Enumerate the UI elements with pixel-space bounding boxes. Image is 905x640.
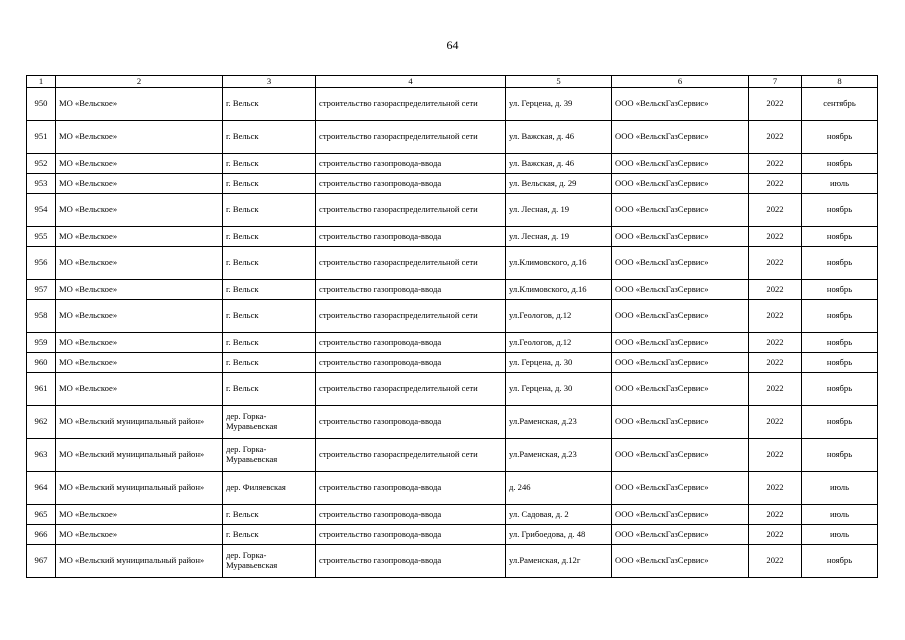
work-type-cell: строительство газораспределительной сети xyxy=(316,194,506,227)
month-cell: ноябрь xyxy=(802,247,878,280)
contractor-cell: ООО «ВельскГазСервис» xyxy=(612,194,749,227)
settlement-cell: г. Вельск xyxy=(223,174,316,194)
settlement-cell: г. Вельск xyxy=(223,505,316,525)
municipality-cell: МО «Вельское» xyxy=(56,280,223,300)
work-type-cell: строительство газопровода-ввода xyxy=(316,154,506,174)
row-number: 966 xyxy=(27,525,56,545)
municipality-cell: МО «Вельское» xyxy=(56,373,223,406)
table-row xyxy=(27,505,878,525)
year-cell: 2022 xyxy=(749,280,802,300)
year-cell: 2022 xyxy=(749,194,802,227)
column-number: 2 xyxy=(56,76,223,88)
work-type-cell: строительство газопровода-ввода xyxy=(316,280,506,300)
table-row xyxy=(27,300,878,333)
settlement-cell: г. Вельск xyxy=(223,121,316,154)
year-cell: 2022 xyxy=(749,174,802,194)
work-type-cell: строительство газораспределительной сети xyxy=(316,373,506,406)
column-number-row xyxy=(27,76,878,88)
column-number: 3 xyxy=(223,76,316,88)
month-cell: ноябрь xyxy=(802,439,878,472)
work-type-cell: строительство газопровода-ввода xyxy=(316,353,506,373)
year-cell: 2022 xyxy=(749,333,802,353)
contractor-cell: ООО «ВельскГазСервис» xyxy=(612,373,749,406)
table-row xyxy=(27,373,878,406)
settlement-cell: г. Вельск xyxy=(223,353,316,373)
contractor-cell: ООО «ВельскГазСервис» xyxy=(612,353,749,373)
settlement-cell: г. Вельск xyxy=(223,247,316,280)
address-cell: ул.Раменская, д.23 xyxy=(506,406,612,439)
contractor-cell: ООО «ВельскГазСервис» xyxy=(612,280,749,300)
contractor-cell: ООО «ВельскГазСервис» xyxy=(612,174,749,194)
year-cell: 2022 xyxy=(749,227,802,247)
municipality-cell: МО «Вельское» xyxy=(56,174,223,194)
year-cell: 2022 xyxy=(749,439,802,472)
municipality-cell: МО «Вельское» xyxy=(56,227,223,247)
month-cell: ноябрь xyxy=(802,353,878,373)
address-cell: ул. Садовая, д. 2 xyxy=(506,505,612,525)
settlement-cell: г. Вельск xyxy=(223,300,316,333)
municipality-cell: МО «Вельское» xyxy=(56,505,223,525)
settlement-cell: дер. Горка-Муравьевская xyxy=(223,439,316,472)
contractor-cell: ООО «ВельскГазСервис» xyxy=(612,333,749,353)
year-cell: 2022 xyxy=(749,121,802,154)
contractor-cell: ООО «ВельскГазСервис» xyxy=(612,247,749,280)
settlement-cell: г. Вельск xyxy=(223,373,316,406)
row-number: 956 xyxy=(27,247,56,280)
municipality-cell: МО «Вельский муниципальный район» xyxy=(56,545,223,578)
table-row xyxy=(27,174,878,194)
address-cell: ул.Геологов, д.12 xyxy=(506,300,612,333)
contractor-cell: ООО «ВельскГазСервис» xyxy=(612,545,749,578)
table-row xyxy=(27,545,878,578)
column-number: 6 xyxy=(612,76,749,88)
column-number: 1 xyxy=(27,76,56,88)
work-type-cell: строительство газопровода-ввода xyxy=(316,227,506,247)
address-cell: ул.Климовского, д.16 xyxy=(506,280,612,300)
address-cell: ул.Раменская, д.12г xyxy=(506,545,612,578)
table-row xyxy=(27,121,878,154)
contractor-cell: ООО «ВельскГазСервис» xyxy=(612,227,749,247)
table-row xyxy=(27,333,878,353)
row-number: 951 xyxy=(27,121,56,154)
month-cell: ноябрь xyxy=(802,154,878,174)
row-number: 961 xyxy=(27,373,56,406)
month-cell: ноябрь xyxy=(802,300,878,333)
address-cell: ул. Герцена, д. 30 xyxy=(506,353,612,373)
contractor-cell: ООО «ВельскГазСервис» xyxy=(612,472,749,505)
year-cell: 2022 xyxy=(749,88,802,121)
column-number: 4 xyxy=(316,76,506,88)
contractor-cell: ООО «ВельскГазСервис» xyxy=(612,154,749,174)
municipality-cell: МО «Вельское» xyxy=(56,88,223,121)
year-cell: 2022 xyxy=(749,300,802,333)
month-cell: июль xyxy=(802,472,878,505)
work-type-cell: строительство газопровода-ввода xyxy=(316,545,506,578)
settlement-cell: г. Вельск xyxy=(223,88,316,121)
work-type-cell: строительство газопровода-ввода xyxy=(316,505,506,525)
contractor-cell: ООО «ВельскГазСервис» xyxy=(612,88,749,121)
settlement-cell: г. Вельск xyxy=(223,333,316,353)
table-row xyxy=(27,88,878,121)
work-type-cell: строительство газораспределительной сети xyxy=(316,121,506,154)
year-cell: 2022 xyxy=(749,472,802,505)
row-number: 952 xyxy=(27,154,56,174)
column-number: 7 xyxy=(749,76,802,88)
row-number: 962 xyxy=(27,406,56,439)
settlement-cell: дер. Филяевская xyxy=(223,472,316,505)
table-row xyxy=(27,525,878,545)
address-cell: ул.Геологов, д.12 xyxy=(506,333,612,353)
work-type-cell: строительство газопровода-ввода xyxy=(316,406,506,439)
row-number: 950 xyxy=(27,88,56,121)
page-number: 64 xyxy=(446,38,459,52)
address-cell: ул. Герцена, д. 30 xyxy=(506,373,612,406)
settlement-cell: г. Вельск xyxy=(223,525,316,545)
year-cell: 2022 xyxy=(749,353,802,373)
month-cell: ноябрь xyxy=(802,406,878,439)
municipality-cell: МО «Вельское» xyxy=(56,300,223,333)
address-cell: ул. Герцена, д. 39 xyxy=(506,88,612,121)
work-type-cell: строительство газораспределительной сети xyxy=(316,300,506,333)
row-number: 967 xyxy=(27,545,56,578)
month-cell: ноябрь xyxy=(802,373,878,406)
address-cell: д. 246 xyxy=(506,472,612,505)
work-type-cell: строительство газораспределительной сети xyxy=(316,439,506,472)
work-type-cell: строительство газопровода-ввода xyxy=(316,472,506,505)
settlement-cell: дер. Горка-Муравьевская xyxy=(223,406,316,439)
work-type-cell: строительство газопровода-ввода xyxy=(316,174,506,194)
municipality-cell: МО «Вельский муниципальный район» xyxy=(56,472,223,505)
municipality-cell: МО «Вельское» xyxy=(56,154,223,174)
settlement-cell: г. Вельск xyxy=(223,154,316,174)
address-cell: ул. Важская, д. 46 xyxy=(506,121,612,154)
contractor-cell: ООО «ВельскГазСервис» xyxy=(612,121,749,154)
month-cell: сентябрь xyxy=(802,88,878,121)
work-type-cell: строительство газопровода-ввода xyxy=(316,333,506,353)
settlement-cell: г. Вельск xyxy=(223,227,316,247)
year-cell: 2022 xyxy=(749,154,802,174)
month-cell: ноябрь xyxy=(802,280,878,300)
contractor-cell: ООО «ВельскГазСервис» xyxy=(612,525,749,545)
municipality-cell: МО «Вельское» xyxy=(56,247,223,280)
year-cell: 2022 xyxy=(749,406,802,439)
table-body xyxy=(27,76,878,578)
month-cell: ноябрь xyxy=(802,227,878,247)
work-type-cell: строительство газопровода-ввода xyxy=(316,525,506,545)
table-row xyxy=(27,194,878,227)
month-cell: ноябрь xyxy=(802,194,878,227)
address-cell: ул. Грибоедова, д. 48 xyxy=(506,525,612,545)
contractor-cell: ООО «ВельскГазСервис» xyxy=(612,406,749,439)
year-cell: 2022 xyxy=(749,525,802,545)
municipality-cell: МО «Вельское» xyxy=(56,525,223,545)
address-cell: ул. Лесная, д. 19 xyxy=(506,194,612,227)
row-number: 959 xyxy=(27,333,56,353)
year-cell: 2022 xyxy=(749,505,802,525)
month-cell: ноябрь xyxy=(802,121,878,154)
table-row xyxy=(27,154,878,174)
row-number: 964 xyxy=(27,472,56,505)
row-number: 957 xyxy=(27,280,56,300)
table-row xyxy=(27,439,878,472)
table-row xyxy=(27,247,878,280)
month-cell: ноябрь xyxy=(802,333,878,353)
row-number: 955 xyxy=(27,227,56,247)
municipality-cell: МО «Вельское» xyxy=(56,353,223,373)
month-cell: ноябрь xyxy=(802,545,878,578)
row-number: 963 xyxy=(27,439,56,472)
table-row xyxy=(27,227,878,247)
month-cell: июль xyxy=(802,525,878,545)
settlement-cell: г. Вельск xyxy=(223,194,316,227)
contractor-cell: ООО «ВельскГазСервис» xyxy=(612,439,749,472)
municipality-cell: МО «Вельское» xyxy=(56,121,223,154)
row-number: 954 xyxy=(27,194,56,227)
row-number: 960 xyxy=(27,353,56,373)
table-row xyxy=(27,280,878,300)
municipality-cell: МО «Вельское» xyxy=(56,333,223,353)
table-row xyxy=(27,472,878,505)
table-row xyxy=(27,353,878,373)
work-type-cell: строительство газораспределительной сети xyxy=(316,88,506,121)
year-cell: 2022 xyxy=(749,373,802,406)
address-cell: ул. Важская, д. 46 xyxy=(506,154,612,174)
row-number: 958 xyxy=(27,300,56,333)
month-cell: июль xyxy=(802,174,878,194)
year-cell: 2022 xyxy=(749,247,802,280)
column-number: 8 xyxy=(802,76,878,88)
contractor-cell: ООО «ВельскГазСервис» xyxy=(612,505,749,525)
row-number: 965 xyxy=(27,505,56,525)
municipality-cell: МО «Вельский муниципальный район» xyxy=(56,406,223,439)
municipality-cell: МО «Вельское» xyxy=(56,194,223,227)
month-cell: июль xyxy=(802,505,878,525)
address-cell: ул.Климовского, д.16 xyxy=(506,247,612,280)
municipality-cell: МО «Вельский муниципальный район» xyxy=(56,439,223,472)
schedule-table xyxy=(26,75,878,578)
work-type-cell: строительство газораспределительной сети xyxy=(316,247,506,280)
table-row xyxy=(27,406,878,439)
address-cell: ул. Лесная, д. 19 xyxy=(506,227,612,247)
settlement-cell: г. Вельск xyxy=(223,280,316,300)
year-cell: 2022 xyxy=(749,545,802,578)
address-cell: ул.Раменская, д.23 xyxy=(506,439,612,472)
column-number: 5 xyxy=(506,76,612,88)
contractor-cell: ООО «ВельскГазСервис» xyxy=(612,300,749,333)
row-number: 953 xyxy=(27,174,56,194)
settlement-cell: дер. Горка-Муравьевская xyxy=(223,545,316,578)
address-cell: ул. Вельская, д. 29 xyxy=(506,174,612,194)
